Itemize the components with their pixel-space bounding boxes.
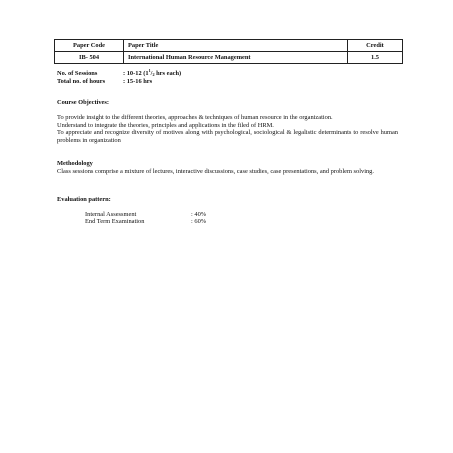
list-item <box>85 218 206 225</box>
session-info <box>57 70 181 86</box>
methodology-paragraph: Class sessions comprise a mixture of lectures, interactive discussions, case studies, case presentations, and problem solving. <box>57 168 374 175</box>
sessions-value: : 10-12 ($1^1/_2$ hrs each) <box>123 68 182 77</box>
objectives-heading: Course Objectives: <box>57 99 109 106</box>
hours-label: Total no. of hours <box>57 78 106 85</box>
objective-item: Understand to integrate the theories, principles and applications in the filed of HRM. <box>57 121 274 129</box>
hours-row <box>57 78 181 86</box>
paper-title-cell: International Human Resource Management <box>124 52 348 64</box>
evaluation-value: : 60% <box>191 218 207 226</box>
methodology-heading: Methodology <box>57 160 93 167</box>
evaluation-heading: Evaluation pattern: <box>57 196 111 203</box>
evaluation-label: Internal Assessment <box>85 211 137 218</box>
paper-code-cell: IB- 504 <box>55 52 124 64</box>
table-row <box>55 52 403 64</box>
course-info-table <box>54 39 403 64</box>
table-header-row <box>55 40 403 52</box>
header-paper-title: Paper Title <box>124 40 348 52</box>
objective-item: To provide insight to the different theories, approaches & techniques of human resource in the organization. <box>57 114 333 121</box>
evaluation-label: End Term Examination <box>85 218 145 226</box>
list-item <box>85 211 206 218</box>
evaluation-list <box>85 211 206 226</box>
credit-cell: 1.5 <box>348 52 403 64</box>
evaluation-value: : 40% <box>191 211 207 218</box>
objectives-text <box>57 114 398 145</box>
objective-item: To appreciate and recognize diversity of motives along with psychological, sociological & legalistic determinants to resolve human problems in organization <box>57 129 398 145</box>
sessions-label: No. of Sessions <box>57 70 98 77</box>
header-credit: Credit <box>348 40 403 52</box>
header-paper-code: Paper Code <box>55 40 124 52</box>
methodology-text <box>57 168 398 176</box>
sessions-row <box>57 70 181 78</box>
hours-value: : 15-16 hrs <box>123 78 153 85</box>
